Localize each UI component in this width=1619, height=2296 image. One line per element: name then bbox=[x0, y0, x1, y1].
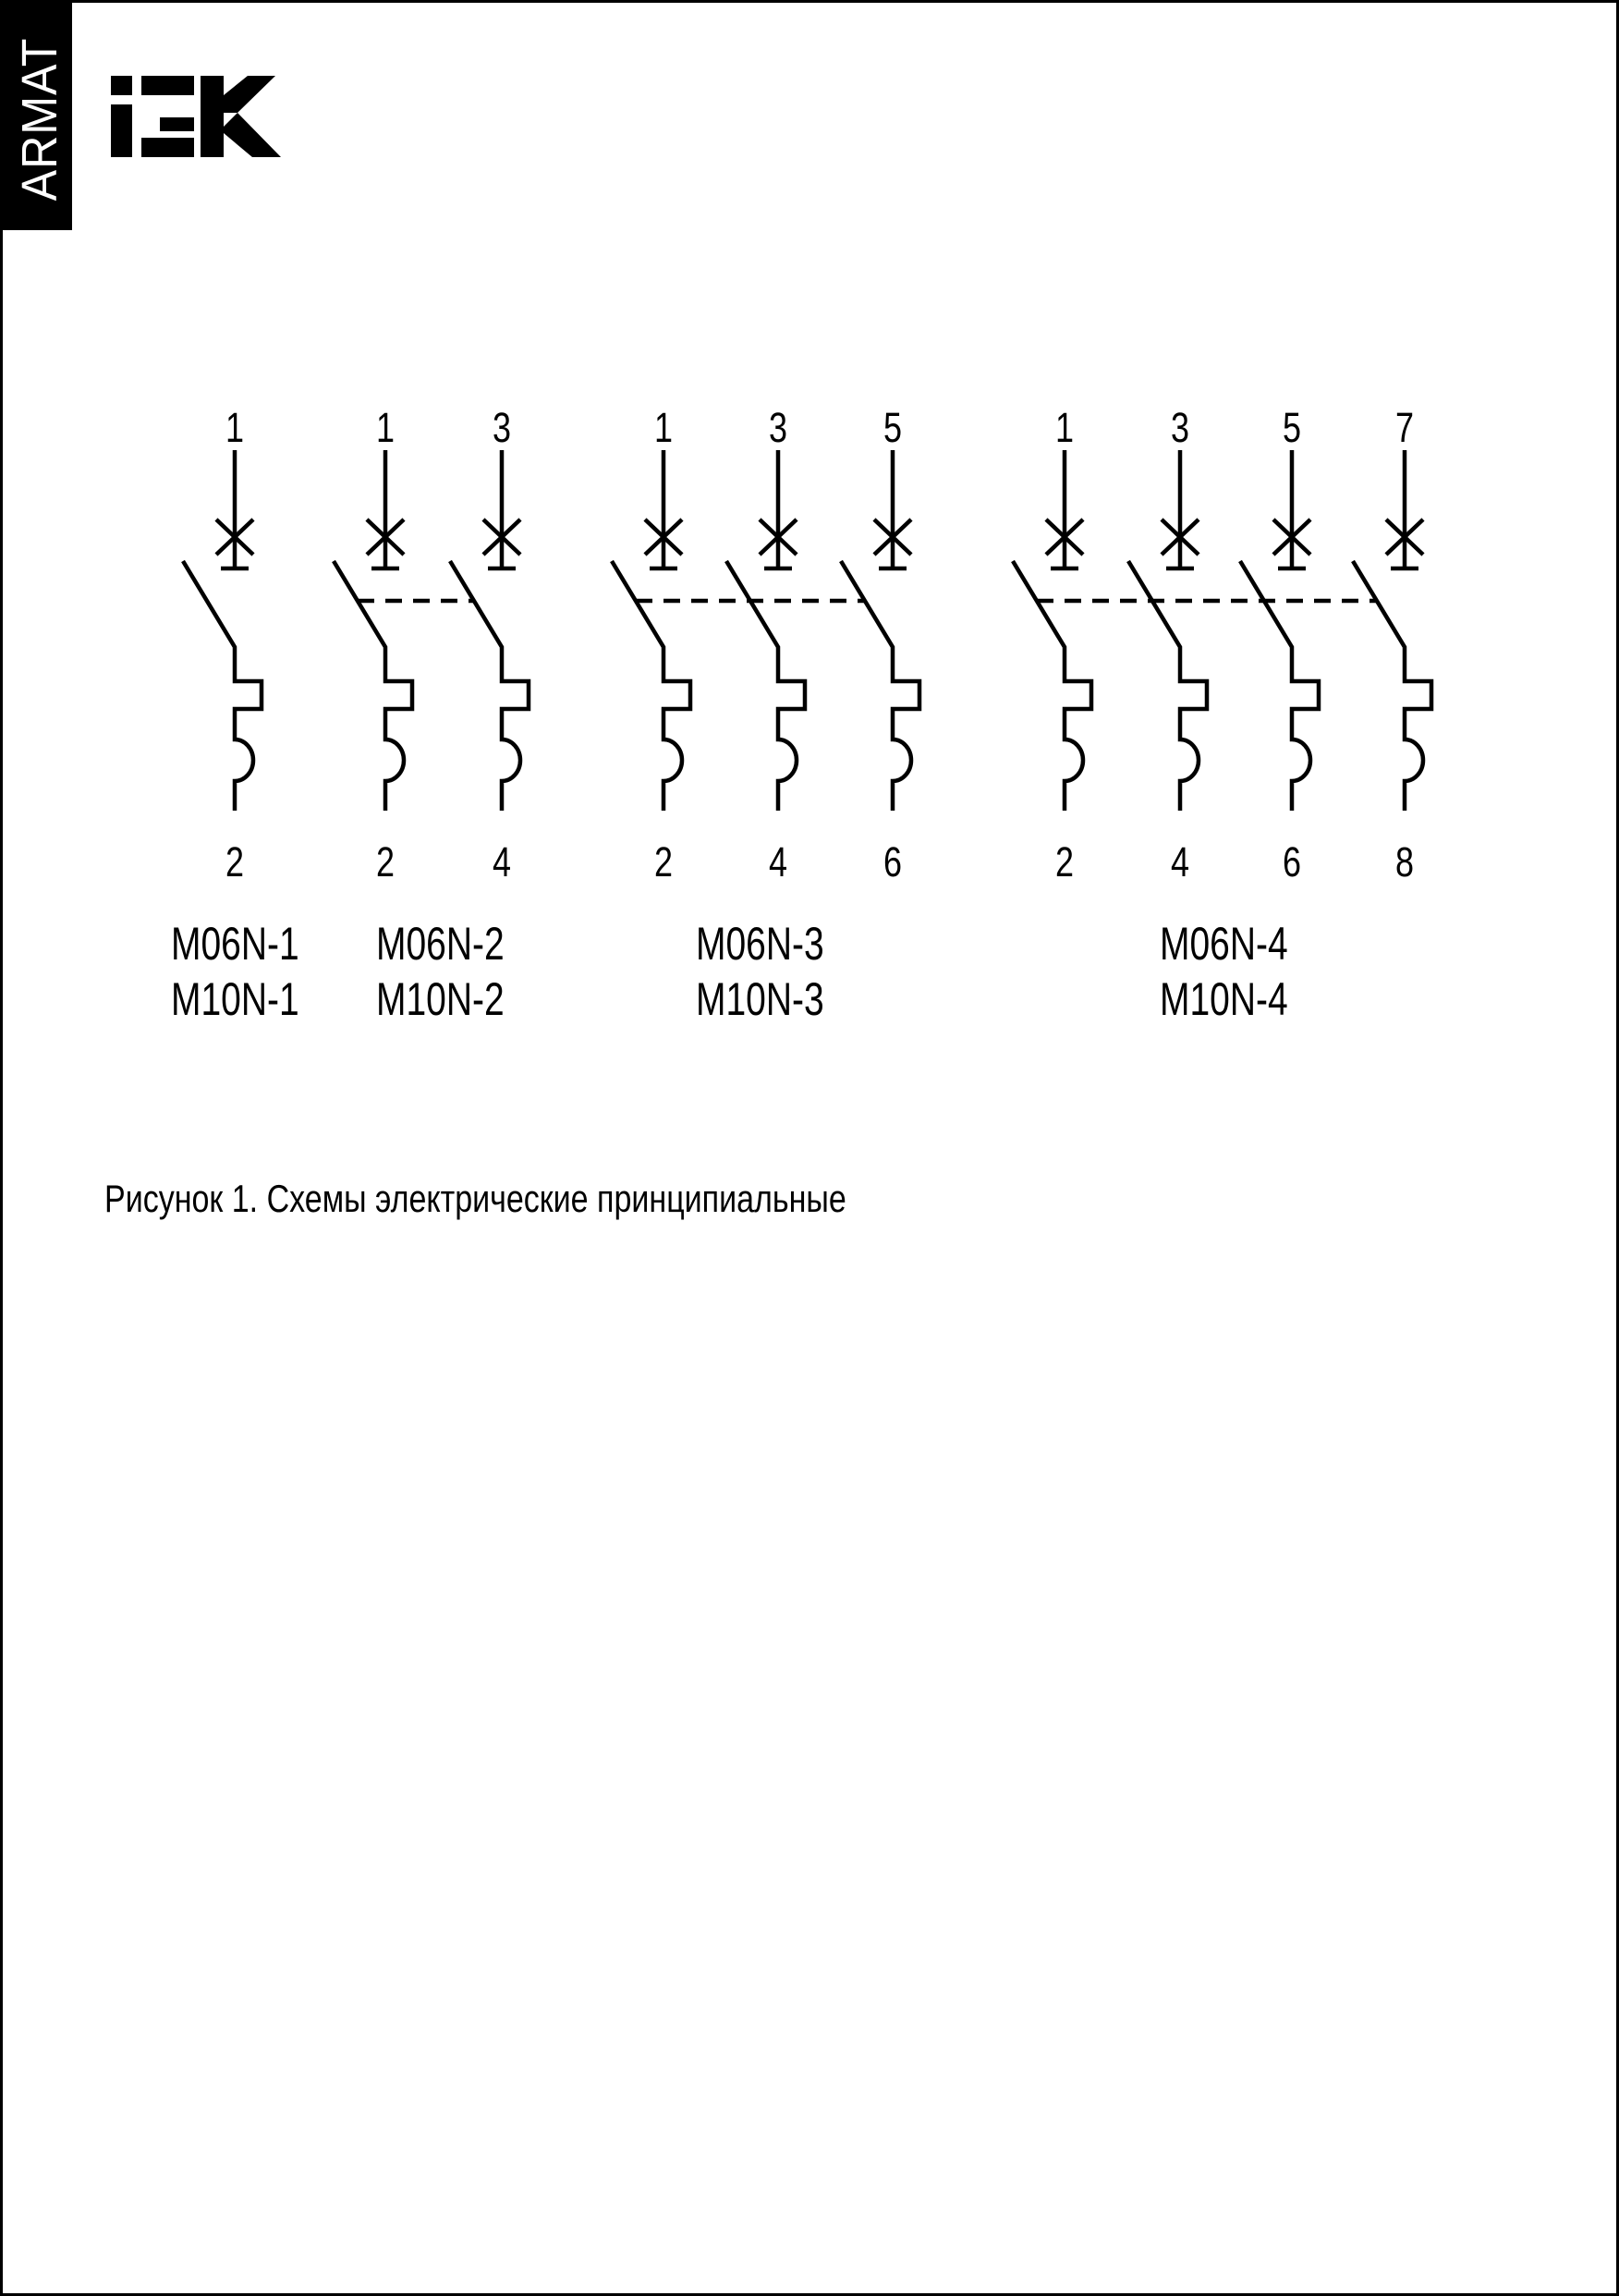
armat-banner-label: ARMAT bbox=[12, 37, 67, 202]
breaker-group bbox=[171, 404, 299, 1025]
terminal-number-top: 1 bbox=[1054, 404, 1075, 451]
terminal-number-top: 1 bbox=[375, 404, 396, 451]
model-label: M06N-1 bbox=[171, 917, 299, 971]
terminal-number-bottom: 2 bbox=[1054, 838, 1075, 885]
terminal-number-top: 5 bbox=[1282, 404, 1302, 451]
model-label: M10N-3 bbox=[696, 972, 824, 1026]
pole-conductor-path bbox=[1013, 450, 1091, 811]
terminal-number-top: 1 bbox=[653, 404, 674, 451]
terminal-number-bottom: 4 bbox=[1170, 838, 1190, 885]
breaker-group bbox=[1013, 404, 1431, 1025]
terminal-number-bottom: 8 bbox=[1394, 838, 1415, 885]
terminal-number-bottom: 2 bbox=[225, 838, 245, 885]
pole-conductor-path bbox=[183, 450, 262, 811]
model-label: M06N-4 bbox=[1160, 917, 1288, 971]
pole-conductor-path bbox=[1353, 450, 1431, 811]
pole-conductor-path bbox=[726, 450, 805, 811]
model-label: M10N-1 bbox=[171, 972, 299, 1026]
pole-conductor-path bbox=[334, 450, 412, 811]
terminal-number-top: 3 bbox=[768, 404, 788, 451]
terminal-number-bottom: 6 bbox=[1282, 838, 1302, 885]
terminal-number-top: 3 bbox=[492, 404, 512, 451]
terminal-number-bottom: 4 bbox=[492, 838, 512, 885]
pole-conductor-path bbox=[1128, 450, 1207, 811]
pole-conductor-path bbox=[1240, 450, 1319, 811]
pole-conductor-path bbox=[450, 450, 529, 811]
terminal-number-bottom: 2 bbox=[653, 838, 674, 885]
terminal-number-top: 1 bbox=[225, 404, 245, 451]
terminal-number-top: 5 bbox=[883, 404, 903, 451]
terminal-number-top: 7 bbox=[1394, 404, 1415, 451]
pole-conductor-path bbox=[612, 450, 690, 811]
figure-caption: Рисунок 1. Схемы электрические принципиальные bbox=[104, 1177, 846, 1220]
breaker-group bbox=[612, 404, 919, 1025]
model-label: M10N-4 bbox=[1160, 972, 1288, 1026]
terminal-number-bottom: 6 bbox=[883, 838, 903, 885]
model-label: M06N-2 bbox=[376, 917, 505, 971]
model-label: M06N-3 bbox=[696, 917, 824, 971]
terminal-number-bottom: 4 bbox=[768, 838, 788, 885]
pole-conductor-path bbox=[841, 450, 919, 811]
terminal-number-bottom: 2 bbox=[375, 838, 396, 885]
model-label: M10N-2 bbox=[376, 972, 505, 1026]
breaker-group bbox=[334, 404, 529, 1025]
terminal-number-top: 3 bbox=[1170, 404, 1190, 451]
